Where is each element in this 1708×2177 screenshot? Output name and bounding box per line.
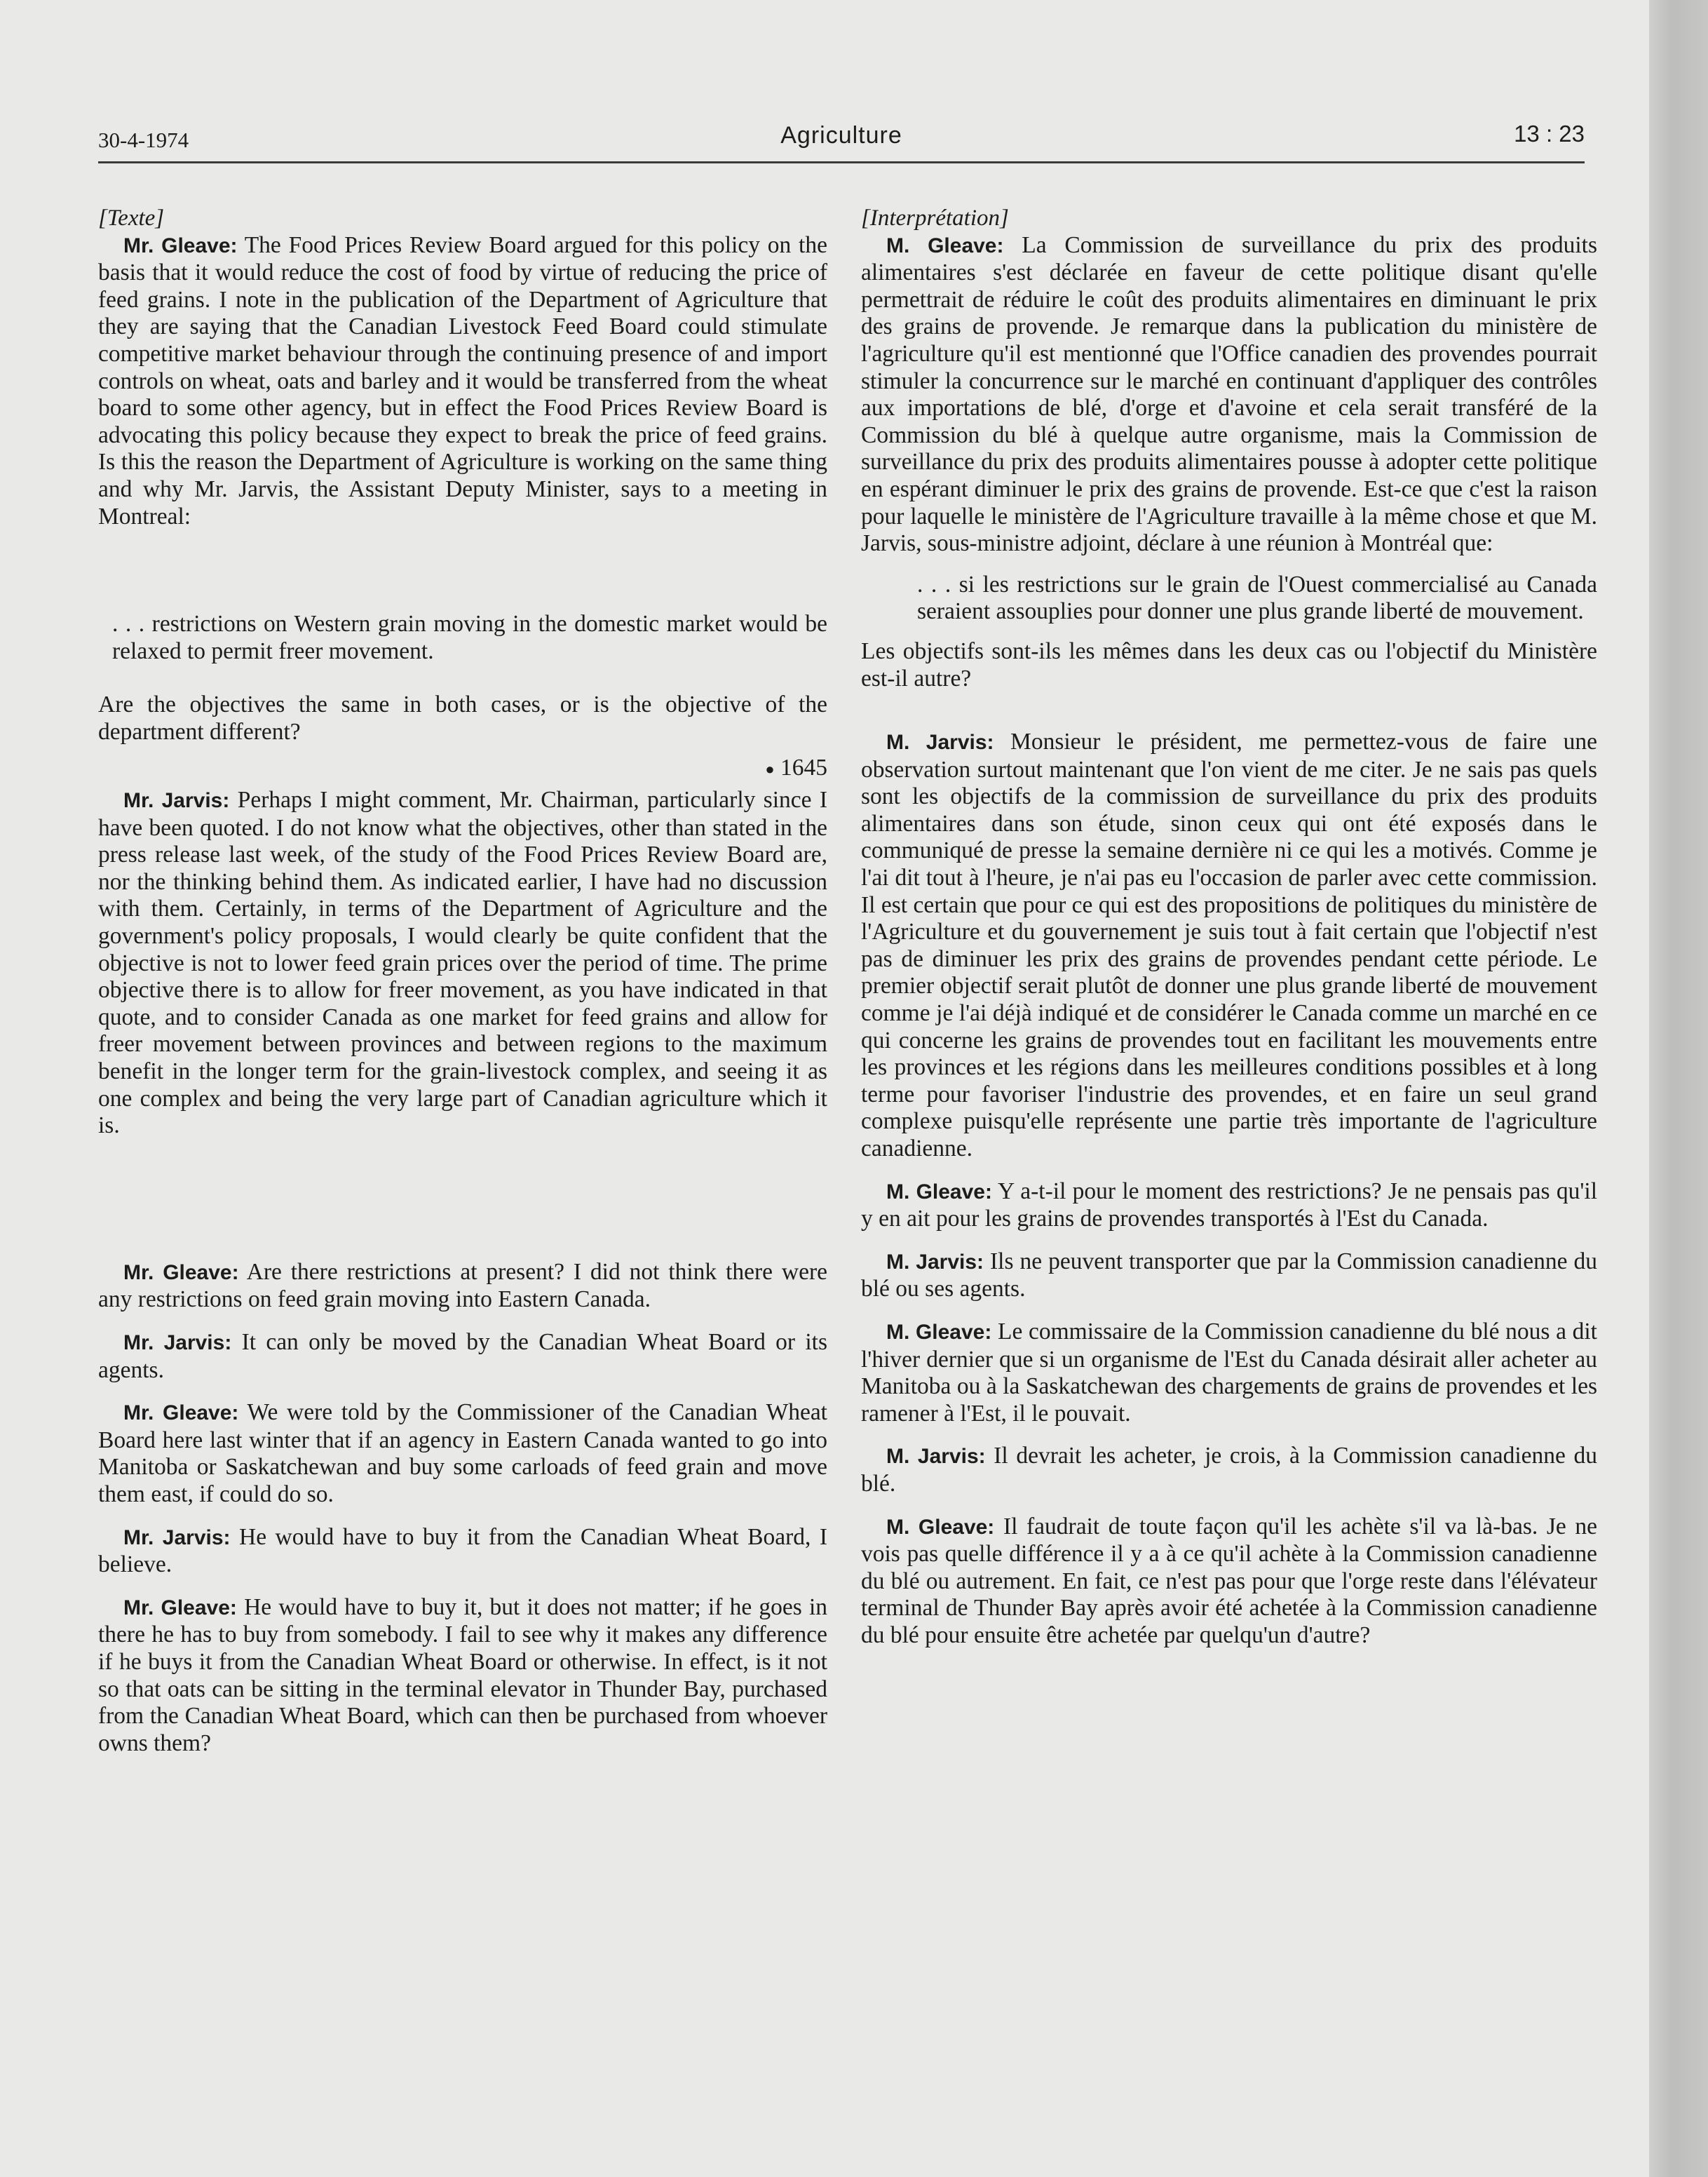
speech-text: It can only be moved by the Canadian Wheat Board or its agents.	[98, 1329, 828, 1383]
speech-text: Are there restrictions at present? I did not think there were any restrictions on feed grain moving into Eastern Canada.	[98, 1258, 827, 1313]
speaker-name: M. Gleave:	[886, 1515, 995, 1539]
english-column	[98, 205, 827, 1757]
speaker-name: M. Jarvis:	[886, 1445, 986, 1469]
speech-paragraph	[98, 787, 827, 1140]
speech-paragraph	[98, 1329, 827, 1384]
speech-text: He would have to buy it from the Canadian Wheat Board, I believe.	[98, 1523, 828, 1578]
speech-paragraph	[861, 1248, 1597, 1303]
speaker-name: Mr. Jarvis:	[123, 1331, 232, 1355]
speech-text: La Commission de surveillance du prix des produits alimentaires s'est déclarée en faveur de cette politique disant qu'elle permettrait de réduire le coût des produits alimentaires en diminuant le prix des grains de provende. Je remarque dans la publication du ministère de l'agriculture qu'il est mentionné que l'Office canadien des provendes pourrait stimuler la concurrence sur le marché en continuant d'appliquer des contrôles aux importations de blé, d'orge et d'avoine et cela serait transféré de la Commission du blé à quelque autre organisme, mais la Commission de surveillance du prix des produits alimentaires pousse à adopter cette politique en espérant diminuer le prix des grains de provende. Est-ce que c'est la raison pour laquelle le ministère de l'Agriculture travaille à la même chose et que M. Jarvis, sous-ministre adjoint, déclare à une réunion à Montréal que:	[861, 231, 1598, 557]
speech-paragraph	[861, 1443, 1597, 1497]
header-page-number: 13 : 23	[1514, 121, 1585, 147]
speech-text: Le commissaire de la Commission canadienne du blé nous a dit l'hiver dernier que si un organisme de l'Est du Canada désirait aller acheter au Manitoba ou à la Saskatchewan des chargements de grains de provendes et les ramener à l'Est, il le pouvait.	[861, 1318, 1597, 1427]
speaker-name: Mr. Gleave:	[123, 1401, 239, 1425]
speaker-name: Mr. Jarvis:	[123, 1525, 231, 1549]
time-marker-text: 1645	[780, 754, 827, 781]
speaker-name: M. Gleave:	[886, 1180, 992, 1204]
quotation: . . . restrictions on Western grain moving in the domestic market would be relaxed to permit freer movement.	[112, 611, 827, 664]
speaker-name: M. Jarvis:	[886, 731, 994, 755]
speech-text: Monsieur le président, me permettez-vous de faire une observation surtout maintenant que l'on vient de me citer. Je ne sais pas quels sont les objectifs de la commission de surveillance du prix des produits alimentaires dans son étude, sinon ceux qui ont été exposés dans le communiqué de presse la semaine dernière ni ce qui les a motivés. Comme je l'ai dit tout à l'heure, je n'ai pas eu l'occasion de parler avec cette commission. Il est certain que pour ce qui est des propositions de politiques du ministère de l'Agriculture et du gouvernement je suis tout à fait certain que l'objectif n'est pas de diminuer les prix des grains de provendes pendant cette période. Le premier objectif serait plutôt de donner une plus grande liberté de mouvement comme je l'ai déjà indiqué et de considérer le Canada comme un marché en ce qui concerne les grains de provendes tout en facilitant les mouvements entre les provinces et les régions dans les meilleures conditions possibles et à long terme pour favoriser l'industrie des provendes, et en faire un seul grand complexe puisqu'elle représente une partie très importante de l'agriculture canadienne.	[861, 729, 1598, 1161]
speech-text: Ils ne peuvent transporter que par la Commission canadienne du blé ou ses agents.	[861, 1248, 1597, 1302]
speech-paragraph	[861, 1319, 1597, 1427]
speaker-name: Mr. Jarvis:	[123, 789, 230, 813]
speech-paragraph	[861, 729, 1597, 1163]
time-marker	[98, 755, 827, 783]
speech-continuation: Are the objectives the same in both cases, or is the objective of the department different?	[98, 692, 827, 745]
speech-text: He would have to buy it, but it does not matter; if he goes in there he has to buy from somebody. I fail to see why it makes any difference if he buys it from the Canadian Wheat Board or otherwise. In effect, is it not so that oats can be sitting in the terminal elevator in Thunder Bay, purchased from the Canadian Wheat Board, which can then be purchased from whoever owns them?	[98, 1593, 828, 1756]
speech-text: The Food Prices Review Board argued for this policy on the basis that it would reduce the cost of food by virtue of reducing the price of feed grains. I note in the publication of the Department of Agriculture that they are saying that the Canadian Livestock Feed Board could stimulate competitive market behaviour through the continuing presence of and import controls on wheat, oats and barley and it would be transferred from the wheat board to some other agency, but in effect the Food Prices Review Board is advocating this policy because they expect to break the price of feed grains. Is this the reason the Department of Agriculture is working on the same thing and why Mr. Jarvis, the Assistant Deputy Minister, says to a meeting in Montreal:	[98, 231, 827, 530]
speech-text: We were told by the Commissioner of the Canadian Wheat Board here last winter that if an agency in Eastern Canada wanted to go into Manitoba or Saskatchewan and buy some carloads of feed grain and move them east, if could do so.	[98, 1399, 827, 1507]
speaker-name: Mr. Gleave:	[123, 234, 238, 257]
speech-paragraph	[98, 1399, 827, 1508]
quotation: . . . si les restrictions sur le grain de l'Ouest commercialisé au Canada seraient assouplies pour donner une plus grande liberté de mouvement.	[917, 571, 1597, 625]
speaker-name: M. Gleave:	[886, 234, 1004, 257]
speaker-name: Mr. Gleave:	[123, 1260, 239, 1284]
bullet-icon: ●	[765, 760, 775, 778]
speech-paragraph	[98, 1594, 827, 1758]
french-column	[861, 205, 1597, 1650]
speech-paragraph	[98, 1524, 827, 1579]
speaker-name: M. Jarvis:	[886, 1250, 984, 1274]
speech-text: Perhaps I might comment, Mr. Chairman, particularly since I have been quoted. I do not know what the objectives, other than stated in the press release last week, of the study of the Food Prices Review Board are, nor the thinking behind them. As indicated earlier, I have had no discussion with them. Certainly, in terms of the Department of Agriculture and the government's policy proposals, I would clearly be quite confident that the objective is not to lower feed grain prices over the period of time. The prime objective there is to allow for freer movement, as you have indicated in that quote, and to consider Canada as one market for feed grains and allow for freer movement between provinces and between regions to the maximum benefit in the longer term for the grain-livestock complex, and seeing it as one complex and being the very large part of Canadian agriculture which it is.	[98, 787, 828, 1139]
speech-text: Il faudrait de toute façon qu'il les achète s'il va là-bas. Je ne vois pas quelle différence il y a à ce qu'il achète à la Commission canadienne du blé ou autrement. En fait, ce n'est pas pour que l'orge reste dans l'élévateur terminal de Thunder Bay après avoir été achetée à la Commission canadienne du blé pour ensuite être achetée par quelqu'un d'autre?	[861, 1513, 1598, 1648]
speaker-name: Mr. Gleave:	[123, 1596, 237, 1619]
speech-paragraph	[98, 232, 827, 531]
speech-paragraph	[98, 1259, 827, 1314]
speaker-name: M. Gleave:	[886, 1320, 992, 1344]
speech-text: Y a-t-il pour le moment des restrictions? Je ne pensais pas qu'il y en ait pour les grains de provendes transportés à l'Est du Canada.	[861, 1178, 1597, 1232]
speech-paragraph	[861, 1178, 1597, 1233]
language-label: [Interprétation]	[861, 205, 1009, 231]
speech-continuation: Les objectifs sont-ils les mêmes dans les deux cas ou l'objectif du Ministère est-il autre?	[861, 638, 1597, 692]
page-edge	[1649, 0, 1708, 2177]
speech-paragraph	[861, 1514, 1597, 1650]
header-title: Agriculture	[780, 122, 902, 149]
speech-paragraph	[861, 232, 1597, 558]
speech-text: Il devrait les acheter, je crois, à la Commission canadienne du blé.	[861, 1443, 1598, 1497]
language-label: [Texte]	[98, 205, 165, 231]
page-header	[98, 119, 1585, 163]
header-date: 30-4-1974	[98, 128, 189, 152]
